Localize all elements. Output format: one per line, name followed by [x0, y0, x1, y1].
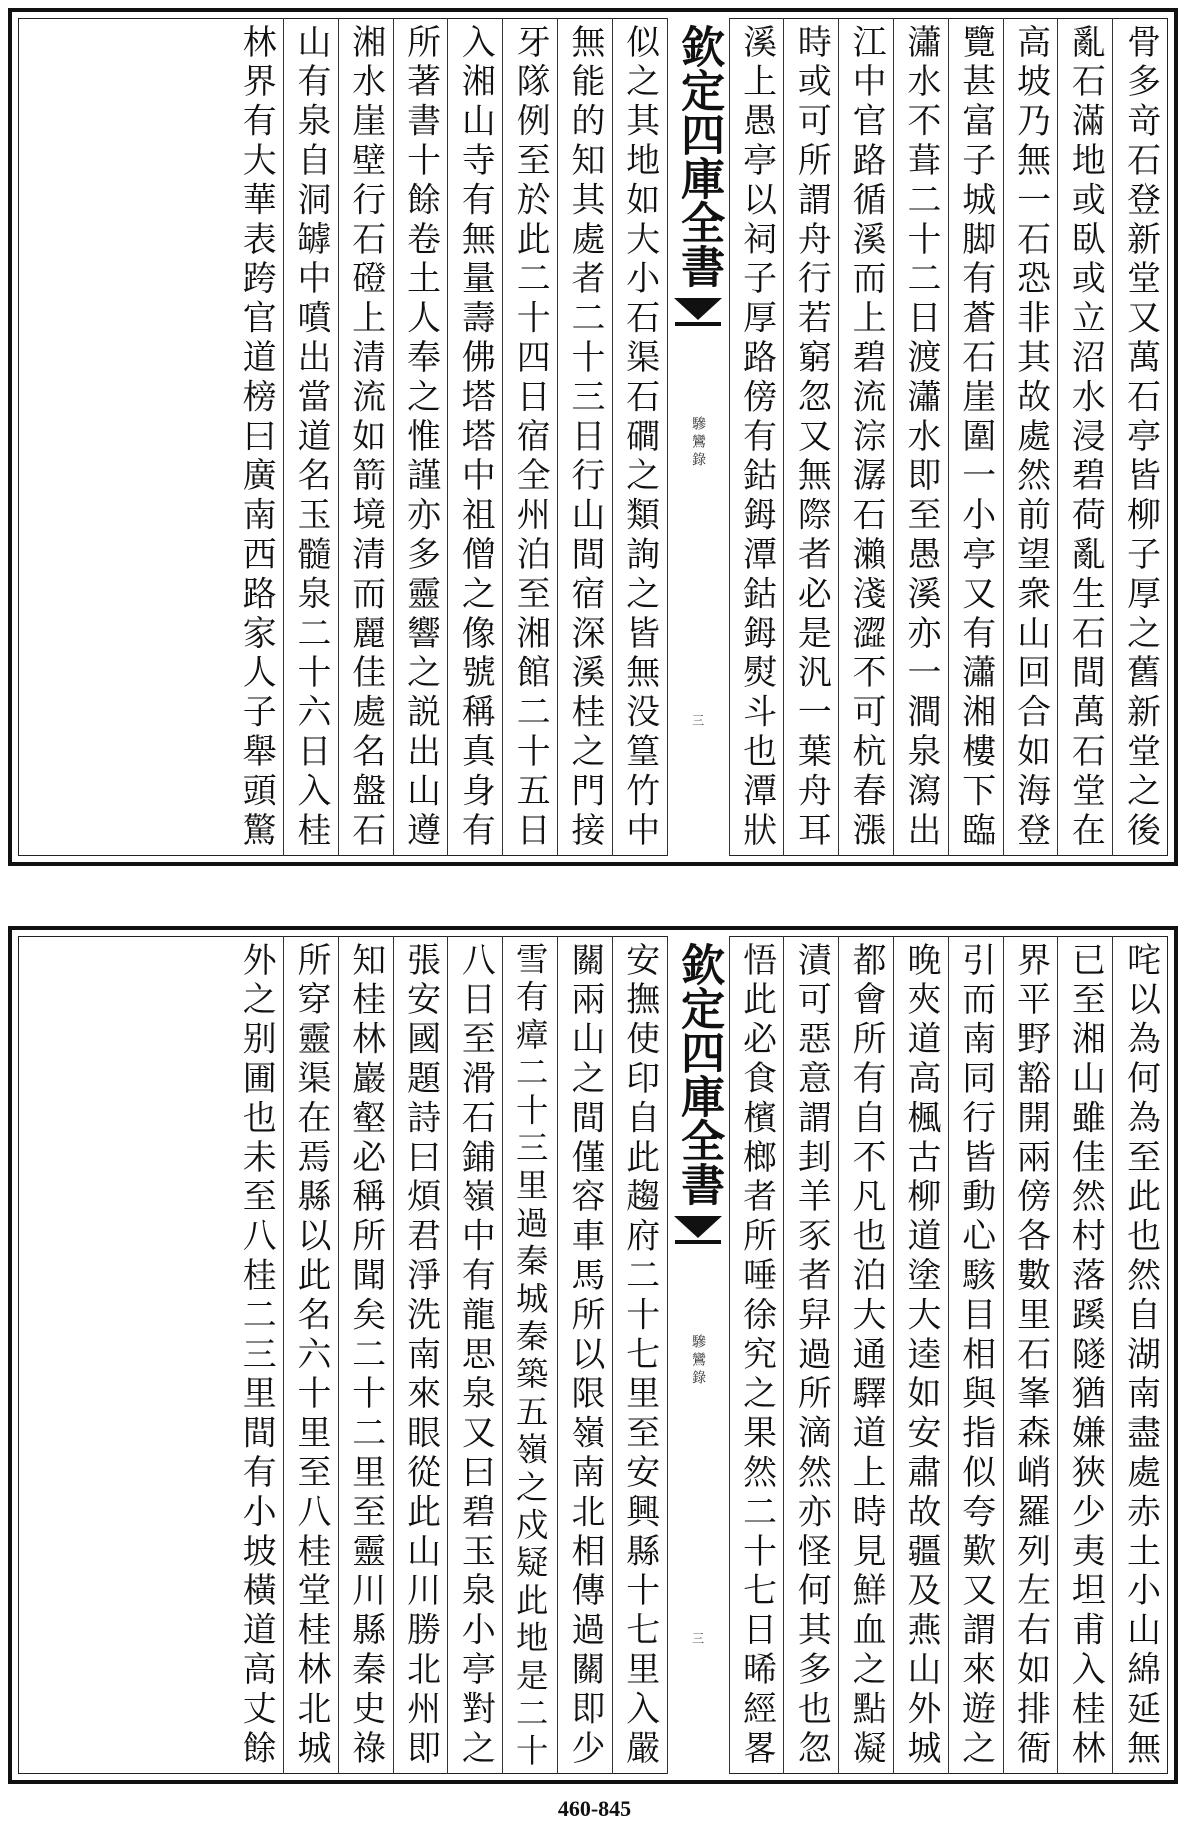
text-column: 知桂林巖壑必稱所聞矣二十二里至靈川縣秦史祿: [339, 936, 394, 1774]
text-column: 時或可所謂舟行若窮忽又無際者必是汎一葉舟耳: [784, 18, 839, 856]
text-column: 已至湘山雖佳然村落蹊隧猶嫌狹少夷坦甫入桂林: [1058, 936, 1113, 1774]
text-column: 所著書十餘卷土人奉之惟謹亦多靈響之説出山遵: [394, 18, 449, 856]
text-column: 似之其地如大小石渠石磵之類詢之皆無没篁竹中: [613, 18, 668, 856]
text-column: 湘水崖壁行石磴上清流如箭境清而麗佳處名盤石: [339, 18, 394, 856]
text-column: 亂石滿地或臥或立沼水浸碧荷亂生石間萬石堂在: [1058, 18, 1113, 856]
text-column: 瀟水不葺二十二日渡瀟水即至愚溪亦一澗泉瀉出: [894, 18, 949, 856]
bottom-page-panel: [8, 926, 1178, 1784]
text-column: 晚夾道高楓古柳道塗大逵如安肅故疆及燕山外城: [894, 936, 949, 1774]
text-column: 八日至滑石鋪嶺中有龍思泉又曰碧玉泉小亭對之: [448, 936, 503, 1774]
fish-tail-bar: [675, 322, 721, 326]
book-title: 欽定四庫全書: [673, 942, 725, 1206]
text-column: 入湘山寺有無量壽佛塔塔中祖僧之像號稱真身有: [448, 18, 503, 856]
leaf-number: 三: [690, 714, 705, 726]
text-column: 溪上愚亭以祠子厚路傍有鈷鉧潭鈷鉧熨斗也潭狀: [730, 18, 785, 856]
text-column: 界平野豁開兩傍各數里石峯森峭羅列左右如排衙: [1004, 936, 1059, 1774]
chapter-title: 驂鸞錄: [690, 1334, 707, 1388]
text-column: 所穿靈渠在焉縣以此名六十里至八桂堂桂林北城: [284, 936, 339, 1774]
text-column: 林界有大華表跨官道榜曰廣南西路家人子舉頭驚: [229, 18, 284, 856]
text-column: 悟此必食檳榔者所唾徐究之果然二十七日晞經畧: [730, 936, 785, 1774]
text-column: 雪有瘴二十三里過秦城秦築五嶺之戍疑此地是二十: [503, 936, 558, 1774]
page-number-footer: 460-845: [557, 1796, 632, 1821]
top-page-panel: [8, 8, 1178, 866]
bottom-text-columns: [18, 936, 1168, 1774]
fish-tail-mark-icon: [674, 1216, 722, 1238]
center-heading-column: [668, 936, 730, 1774]
fish-tail-bar: [675, 1240, 721, 1244]
book-title: 欽定四庫全書: [673, 24, 725, 288]
text-column: 安撫使印自此趨府二十七里至安興縣十七里入嚴: [613, 936, 668, 1774]
text-column: 漬可惡意謂刲羊豕者舁過所滴然亦怪何其多也忽: [784, 936, 839, 1774]
top-text-columns: [18, 18, 1168, 856]
text-column: 外之别圃也未至八桂二三里間有小坡橫道高丈餘: [229, 936, 284, 1774]
text-column: 牙隊例至於此二十四日宿全州泊至湘館二十五日: [503, 18, 558, 856]
text-column: 關兩山之間僅容車馬所以限嶺南北相傳過關即少: [558, 936, 613, 1774]
text-column: 張安國題詩曰煩君淨洗南來眼從此山川勝北州即: [394, 936, 449, 1774]
text-column: 覽甚富子城脚有蒼石崖圍一小亭又有瀟湘樓下臨: [949, 18, 1004, 856]
text-column: 江中官路循溪而上碧流淙潺石瀨淺澀不可杭春漲: [839, 18, 894, 856]
text-column: 咤以為何為至此也然自湖南盡處赤土小山綿延無: [1121, 942, 1161, 1770]
chapter-title: 驂鸞錄: [690, 416, 707, 470]
fish-tail-mark-icon: [674, 298, 722, 320]
text-column: 引而南同行皆動心駭目相與指似夸歎又謂來遊之: [949, 936, 1004, 1774]
center-heading-column: [668, 18, 730, 856]
text-column: 都會所有自不凡也泊大通驛道上時見鮮血之點凝: [839, 936, 894, 1774]
text-column: 無能的知其處者二十三日行山間宿深溪桂之門接: [558, 18, 613, 856]
text-column: 骨多竒石登新堂又萬石亭皆柳子厚之舊新堂之後: [1121, 24, 1161, 852]
text-column: 高坡乃無一石恐非其故處然前望衆山回合如海登: [1004, 18, 1059, 856]
leaf-number: 三: [690, 1632, 705, 1644]
text-column: 山有泉自洞罅中噴出當道名玉髓泉二十六日入桂: [284, 18, 339, 856]
